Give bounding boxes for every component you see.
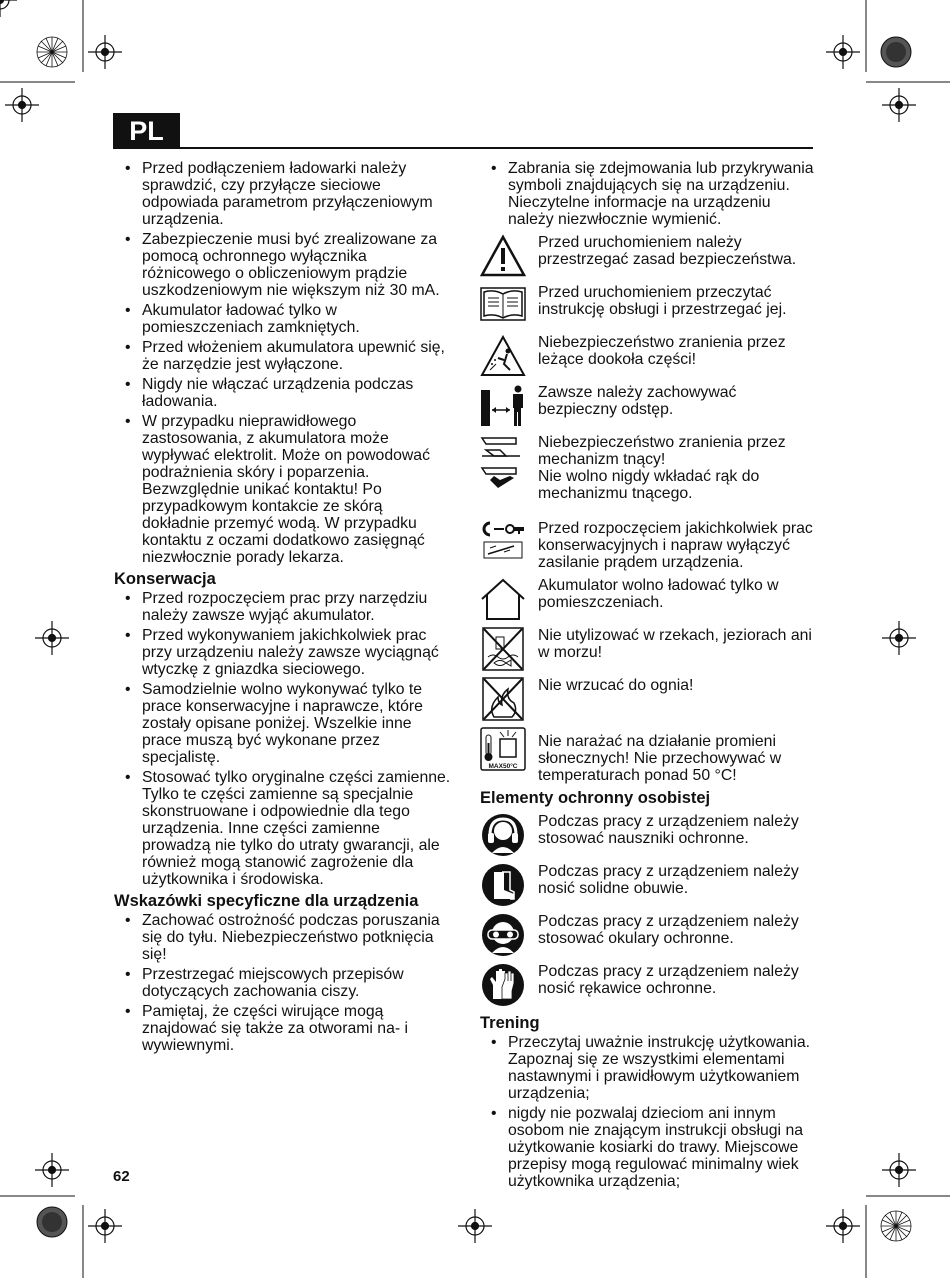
language-tag: PL [113, 113, 180, 149]
list-item: • Stosować tylko oryginalne części zamienne. Tylko te części zamienne są specjalnie skonstruowane i odpowiednie dla tego urządzenia. Inne części zamienne prowadzą nie tylko do utraty gwarancji, ale również mogą stanowić zagrożenie dla użytkownika i środowiska. [114, 769, 452, 888]
section-heading-ppe: Elementy ochronny osobistej [480, 789, 711, 807]
no-water-disposal-icon [480, 627, 526, 671]
symbol-row-key [480, 520, 816, 571]
blade-text-group [538, 434, 816, 502]
safe-distance-icon [480, 384, 526, 428]
header-rule [180, 147, 813, 149]
max-temp-label: MAX50°C [488, 763, 518, 770]
symbol-text: Niebezpieczeństwo zranienia przez leżące dookoła części! [538, 334, 786, 368]
maintenance-list [114, 590, 452, 888]
safety-boots-icon [480, 863, 526, 907]
section-heading-konserwacja: Konserwacja [114, 570, 216, 588]
training-list [480, 1034, 816, 1190]
symbol-row-distance [480, 384, 816, 428]
ppe-row-gloves [480, 963, 816, 1007]
symbol-text: Akumulator wolno ładować tylko w pomieszczeniach. [538, 577, 779, 611]
symbol-text: Nie utylizować w rzekach, jeziorach ani w morzu! [538, 627, 812, 661]
list-item: • Przestrzegać miejscowych przepisów dotyczących zachowania ciszy. [114, 966, 452, 1000]
symbols-intro-list [480, 160, 816, 228]
house-icon [480, 577, 526, 621]
symbol-row-debris [480, 334, 816, 378]
right-column [480, 160, 816, 1193]
symbol-row-fire [480, 677, 816, 721]
list-item: • Przed włożeniem akumulatora upewnić się, że narzędzie jest wyłączone. [114, 339, 452, 373]
section-heading-wskazowki: Wskazówki specyficzne dla urządzenia [114, 892, 419, 910]
symbol-text: Zawsze należy zachowywać bezpieczny odstęp. [538, 384, 737, 418]
list-item: • Przed rozpoczęciem prac przy narzędziu należy zawsze wyjąć akumulator. [114, 590, 452, 624]
warning-triangle-icon [480, 234, 526, 278]
list-item: • Przed podłączeniem ładowarki należy sprawdzić, czy przyłącze sieciowe odpowiada parametrom przyłączeniowym urządzenia. [114, 160, 452, 228]
symbol-row-manual [480, 284, 816, 328]
symbol-text: Przed uruchomieniem należy przestrzegać zasad bezpieczeństwa. [538, 234, 797, 268]
list-item: • nigdy nie pozwalaj dzieciom ani innym osobom nie znającym instrukcji obsługi na użytkowanie kosiarki do trawy. Miejscowe przepisy mogą regulować minimalny wiek użytkownika urządzenia; [480, 1105, 816, 1190]
symbol-text: Niebezpieczeństwo zranienia przez mechanizm tnący! [538, 434, 786, 468]
goggles-icon [480, 913, 526, 957]
flying-debris-icon [480, 334, 526, 378]
symbol-text: Przed rozpoczęciem jakichkolwiek prac konserwacyjnych i napraw wyłączyć zasilanie prądem urządzenia. [538, 520, 813, 571]
ppe-row-ear [480, 813, 816, 857]
list-item: • W przypadku nieprawidłowego zastosowania, z akumulatora może wypływać elektrolit. Może on powodować podrażnienia skóry i poparzenia. Bezwzględnie unikać kontaktu! Po przypadkowym kontakcie ze skórą dokładnie przemyć wodą. W przypadku kontaktu z oczami dodatkowo zasięgnąć niezwłocznie porady lekarza. [114, 413, 452, 566]
list-item: • Zachować ostrożność podczas poruszania się do tyłu. Niebezpieczeństwo potknięcia się! [114, 912, 452, 963]
symbol-row-water [480, 627, 816, 671]
symbol-row-sun [480, 727, 816, 784]
symbol-text: Nie narażać na działanie promieni słonecznych! Nie przechowywać w temperaturach ponad 50 °C! [538, 733, 782, 784]
list-item: • Pamiętaj, że części wirujące mogą znajdować się także za otworami na- i wywiewnymi. [114, 1003, 452, 1054]
symbol-text: Nie wrzucać do ognia! [538, 677, 694, 694]
list-item: • Nigdy nie włączać urządzenia podczas ładowania. [114, 376, 452, 410]
no-fire-icon [480, 677, 526, 721]
symbol-text: Podczas pracy z urządzeniem należy stosować nauszniki ochronne. [538, 813, 799, 847]
device-specific-list [114, 912, 452, 1054]
symbol-row-indoor [480, 577, 816, 621]
left-column [114, 160, 452, 1057]
blade-hand-icon [480, 434, 526, 514]
open-book-icon [480, 284, 526, 328]
list-item: • Akumulator ładować tylko w pomieszczeniach zamkniętych. [114, 302, 452, 336]
list-item: • Przeczytaj uważnie instrukcję użytkowania. Zapoznaj się ze wszystkimi elementami nastawnymi i prawidłowym użytkowaniem urządzenia; [480, 1034, 816, 1102]
list-item: • Samodzielnie wolno wykonywać tylko te prace konserwacyjne i naprawcze, które zostały opisane poniżej. Wszelkie inne prace muszą być wykonane przez specjalistę. [114, 681, 452, 766]
symbol-text: Podczas pracy z urządzeniem należy nosić solidne obuwie. [538, 863, 799, 897]
ear-protection-icon [480, 813, 526, 857]
list-item: • Zabrania się zdejmowania lub przykrywania symboli znajdujących się na urządzeniu. Nieczytelne informacje na urządzeniu należy niezwłocznie wymienić. [480, 160, 816, 228]
ppe-row-goggles [480, 913, 816, 957]
section-heading-trening: Trening [480, 1014, 540, 1032]
list-item: • Zabezpieczenie musi być zrealizowane za pomocą ochronnego wyłącznika różnicowego o obliczeniowym prądzie uszkodzeniowym nie większym niż 30 mA. [114, 231, 452, 299]
charger-safety-list [114, 160, 452, 566]
page-number: 62 [113, 1168, 130, 1185]
symbol-text: Nie wolno nigdy wkładać rąk do mechanizmu tnącego. [538, 468, 760, 502]
max-temperature-icon [480, 727, 526, 771]
remove-key-icon [480, 520, 526, 564]
symbol-text: Podczas pracy z urządzeniem należy nosić rękawice ochronne. [538, 963, 799, 997]
symbol-row-blade [480, 434, 816, 514]
symbol-text: Podczas pracy z urządzeniem należy stosować okulary ochronne. [538, 913, 799, 947]
symbol-text: Przed uruchomieniem przeczytać instrukcję obsługi i przestrzegać jej. [538, 284, 787, 318]
list-item: • Przed wykonywaniem jakichkolwiek prac przy urządzeniu należy zawsze wyciągnąć wtyczkę z gniazdka sieciowego. [114, 627, 452, 678]
symbol-row-warning [480, 234, 816, 278]
gloves-icon [480, 963, 526, 1007]
ppe-row-boots [480, 863, 816, 907]
